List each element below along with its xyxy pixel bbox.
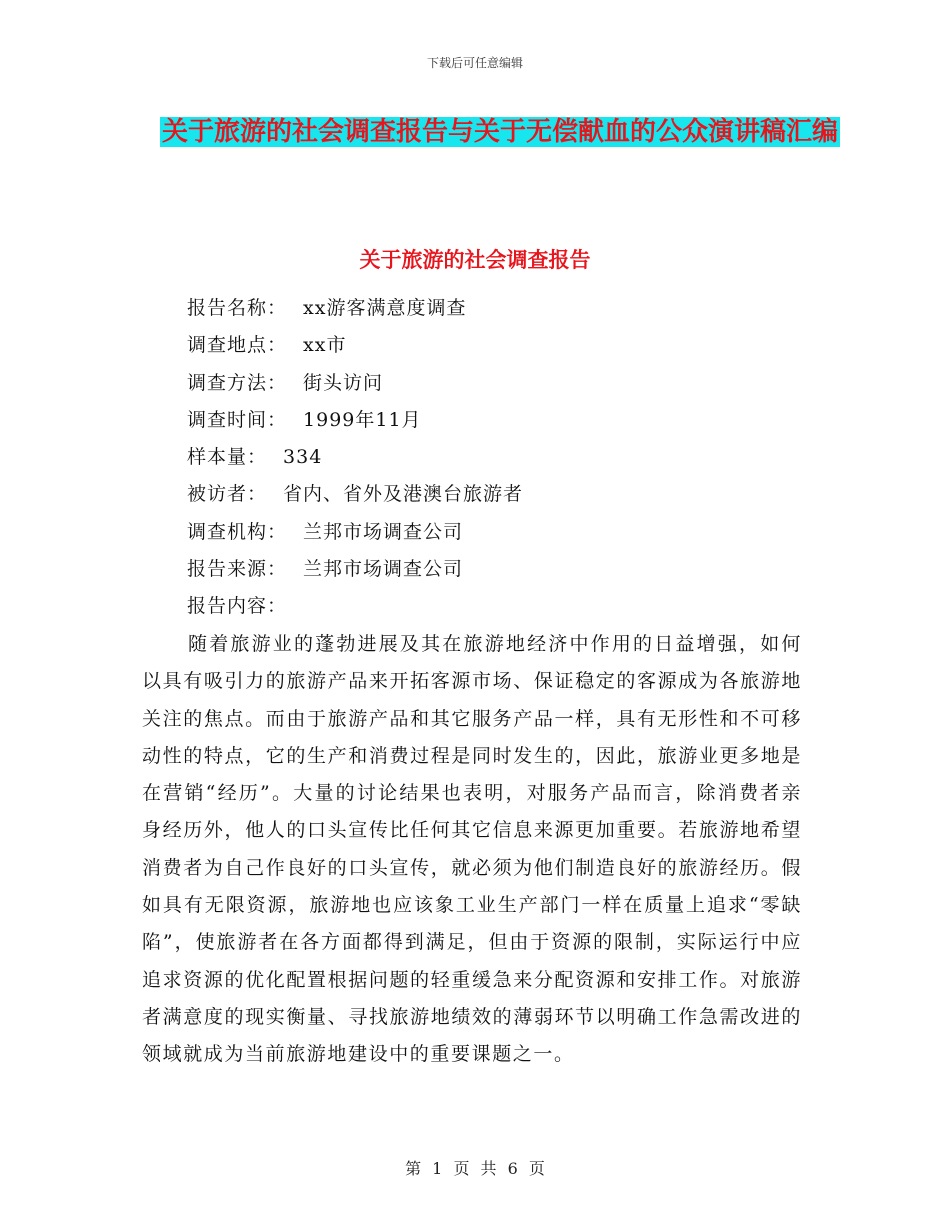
meta-label: 报告名称：: [187, 297, 288, 319]
meta-label: 调查地点：: [187, 334, 288, 357]
meta-value: 兰邦市场调查公司: [303, 520, 464, 543]
meta-item: [187, 588, 523, 625]
meta-label: 调查机构：: [187, 520, 288, 543]
header-note: 下载后可任意编辑: [426, 56, 523, 70]
meta-item: [187, 365, 523, 402]
meta-value: 街头访问: [303, 371, 384, 394]
meta-label: 报告来源：: [187, 558, 288, 581]
meta-value: xx市: [303, 334, 347, 357]
document-title-text: 关于旅游的社会调查报告与关于无偿献血的公众演讲稿汇编: [161, 117, 838, 147]
meta-label: 被访者：: [187, 483, 268, 506]
meta-value: 兰邦市场调查公司: [303, 558, 464, 581]
meta-item: [187, 476, 523, 513]
meta-item: [187, 551, 523, 588]
meta-value: xx游客满意度调查: [303, 297, 467, 319]
section-title: 关于旅游的社会调查报告: [359, 247, 591, 272]
meta-label: 样本量：: [187, 446, 268, 469]
report-body-paragraph: 随着旅游业的蓬勃进展及其在旅游地经济中作用的日益增强，如何以具有吸引力的旅游产品来开拓客源市场、保证稳定的客源成为各旅游地关注的焦点。而由于旅游产品和其它服务产品一样，具有无形性和不可移动性的特点，它的生产和消费过程是同时发生的，因此，旅游业更多地是在营销“经历”。大量的讨论结果也表明，对服务产品而言，除消费者亲身经历外，他人的口头宣传比任何其它信息来源更加重要。若旅游地希望消费者为自己作良好的口头宣传，就必须为他们制造良好的旅游经历。假如具有无限资源，旅游地也应该象工业生产部门一样在质量上追求“零缺陷”，使旅游者在各方面都得到满足，但由于资源的限制，实际运行中应追求资源的优化配置根据问题的轻重缓急来分配资源和安排工作。对旅游者满意度的现实衡量、寻找旅游地绩效的薄弱环节以明确工作急需改进的领域就成为当前旅游地建设中的重要课题之一。: [142, 633, 802, 1066]
meta-label: 调查时间：: [187, 408, 288, 431]
page-footer: 第 1 页 共 6 页: [405, 1159, 545, 1178]
document-title: [120, 108, 880, 156]
meta-label: 调查方法：: [187, 371, 288, 394]
meta-item: [187, 327, 523, 364]
meta-value: 1999年11月: [303, 408, 422, 431]
meta-item: [187, 514, 523, 551]
meta-label: 报告内容：: [187, 595, 288, 618]
meta-item: [187, 439, 523, 476]
meta-item: [187, 290, 523, 327]
report-meta-list: [187, 290, 523, 626]
meta-item: [187, 402, 523, 439]
meta-value: 334: [283, 446, 323, 469]
meta-value: 省内、省外及港澳台旅游者: [283, 483, 524, 506]
